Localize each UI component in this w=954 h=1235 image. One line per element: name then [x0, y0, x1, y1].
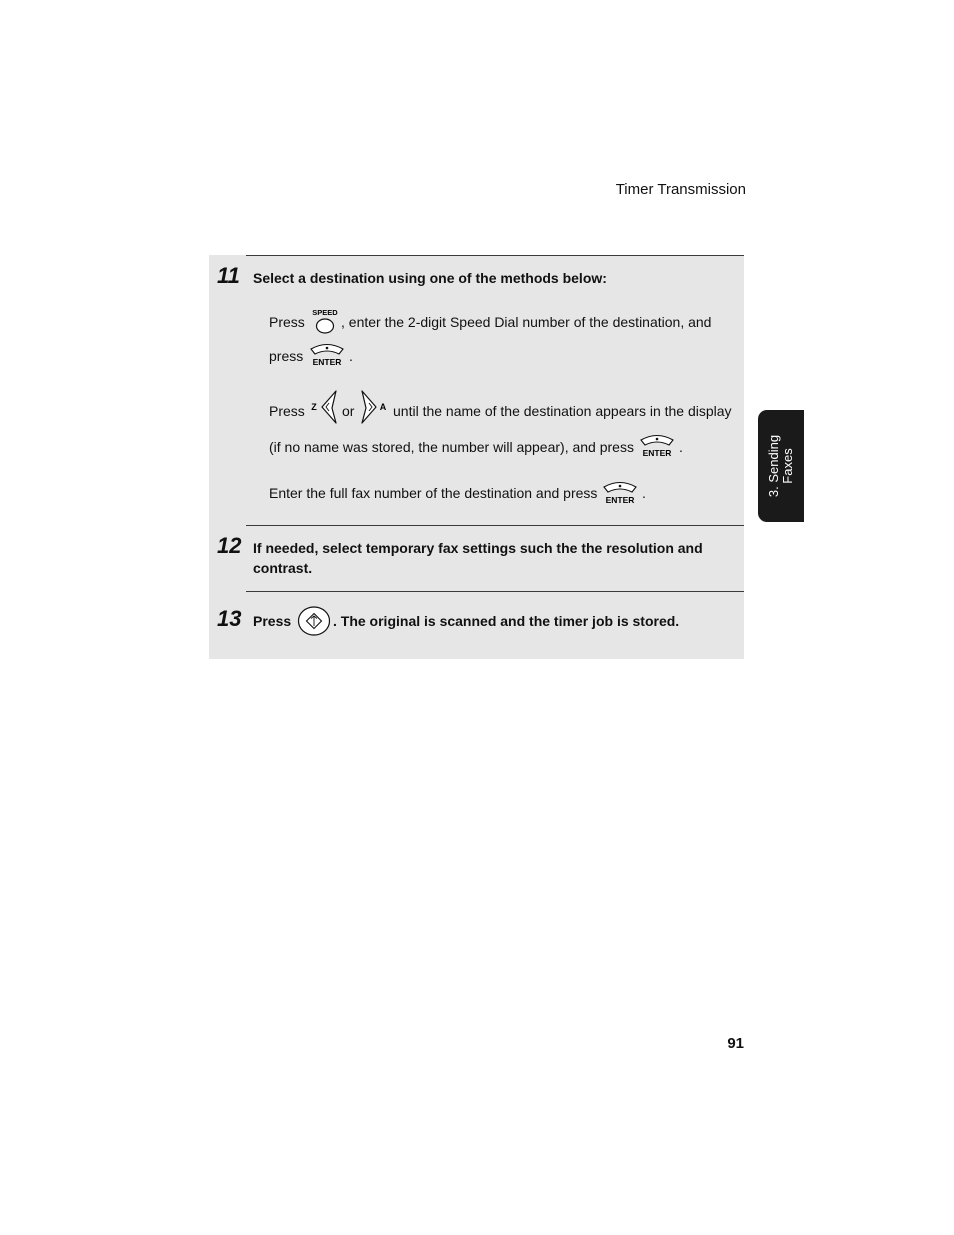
- step-13-press: Press: [253, 613, 292, 629]
- method-3-instruction: Enter the full fax number of the destination and press: [269, 485, 598, 501]
- step-11-instruction: Select a destination using one of the methods below:: [253, 270, 607, 286]
- enter-key-label: ENTER: [312, 357, 342, 367]
- enter-key-icon: [308, 341, 348, 369]
- divider-step-13: [246, 591, 744, 592]
- method-1-end: .: [349, 348, 353, 364]
- method-1-press: Press: [269, 314, 305, 330]
- method-3-end: .: [642, 485, 646, 501]
- divider-top: [246, 255, 744, 256]
- method-2-or: or: [342, 403, 355, 419]
- chapter-tab-line-2: Faxes: [780, 448, 795, 484]
- step-12-instruction-line-1: If needed, select temporary fax settings such the the resolution and: [253, 540, 703, 556]
- method-2-end: .: [679, 439, 683, 455]
- step-13-number: 13: [217, 606, 242, 631]
- divider-step-12: [246, 525, 744, 526]
- left-key-label: Z: [311, 402, 317, 412]
- enter-key-label: ENTER: [642, 448, 672, 458]
- step-12-number: 12: [217, 533, 242, 558]
- method-1-instruction: , enter the 2-digit Speed Dial number of the destination, and: [341, 314, 712, 330]
- left-arrow-key-icon: [308, 388, 340, 426]
- enter-key-label: ENTER: [605, 495, 635, 505]
- start-key-icon: [296, 604, 332, 638]
- chapter-tab-label: [767, 410, 795, 522]
- page-number: 91: [727, 1035, 744, 1052]
- method-2-instruction-line-2: (if no name was stored, the number will appear), and press: [269, 439, 634, 455]
- chapter-tab: [758, 410, 804, 522]
- enter-key-icon: [638, 432, 678, 460]
- speed-key-icon: [312, 307, 340, 335]
- step-11-number: 11: [217, 263, 240, 288]
- method-2-instruction: until the name of the destination appears in the display: [393, 403, 732, 419]
- step-13-instruction: . The original is scanned and the timer job is stored.: [333, 613, 680, 629]
- step-12-instruction-line-2: contrast.: [253, 560, 313, 576]
- step-12-instruction: [253, 538, 703, 578]
- enter-key-icon: [601, 479, 641, 507]
- speed-key-label: SPEED: [312, 308, 338, 317]
- page-header: Timer Transmission: [615, 181, 746, 198]
- method-2-press: Press: [269, 403, 305, 419]
- method-1-press-2: press: [269, 348, 304, 364]
- right-arrow-key-icon: [358, 388, 390, 426]
- right-key-label: A: [379, 402, 387, 412]
- chapter-tab-line-1: 3. Sending: [766, 434, 781, 498]
